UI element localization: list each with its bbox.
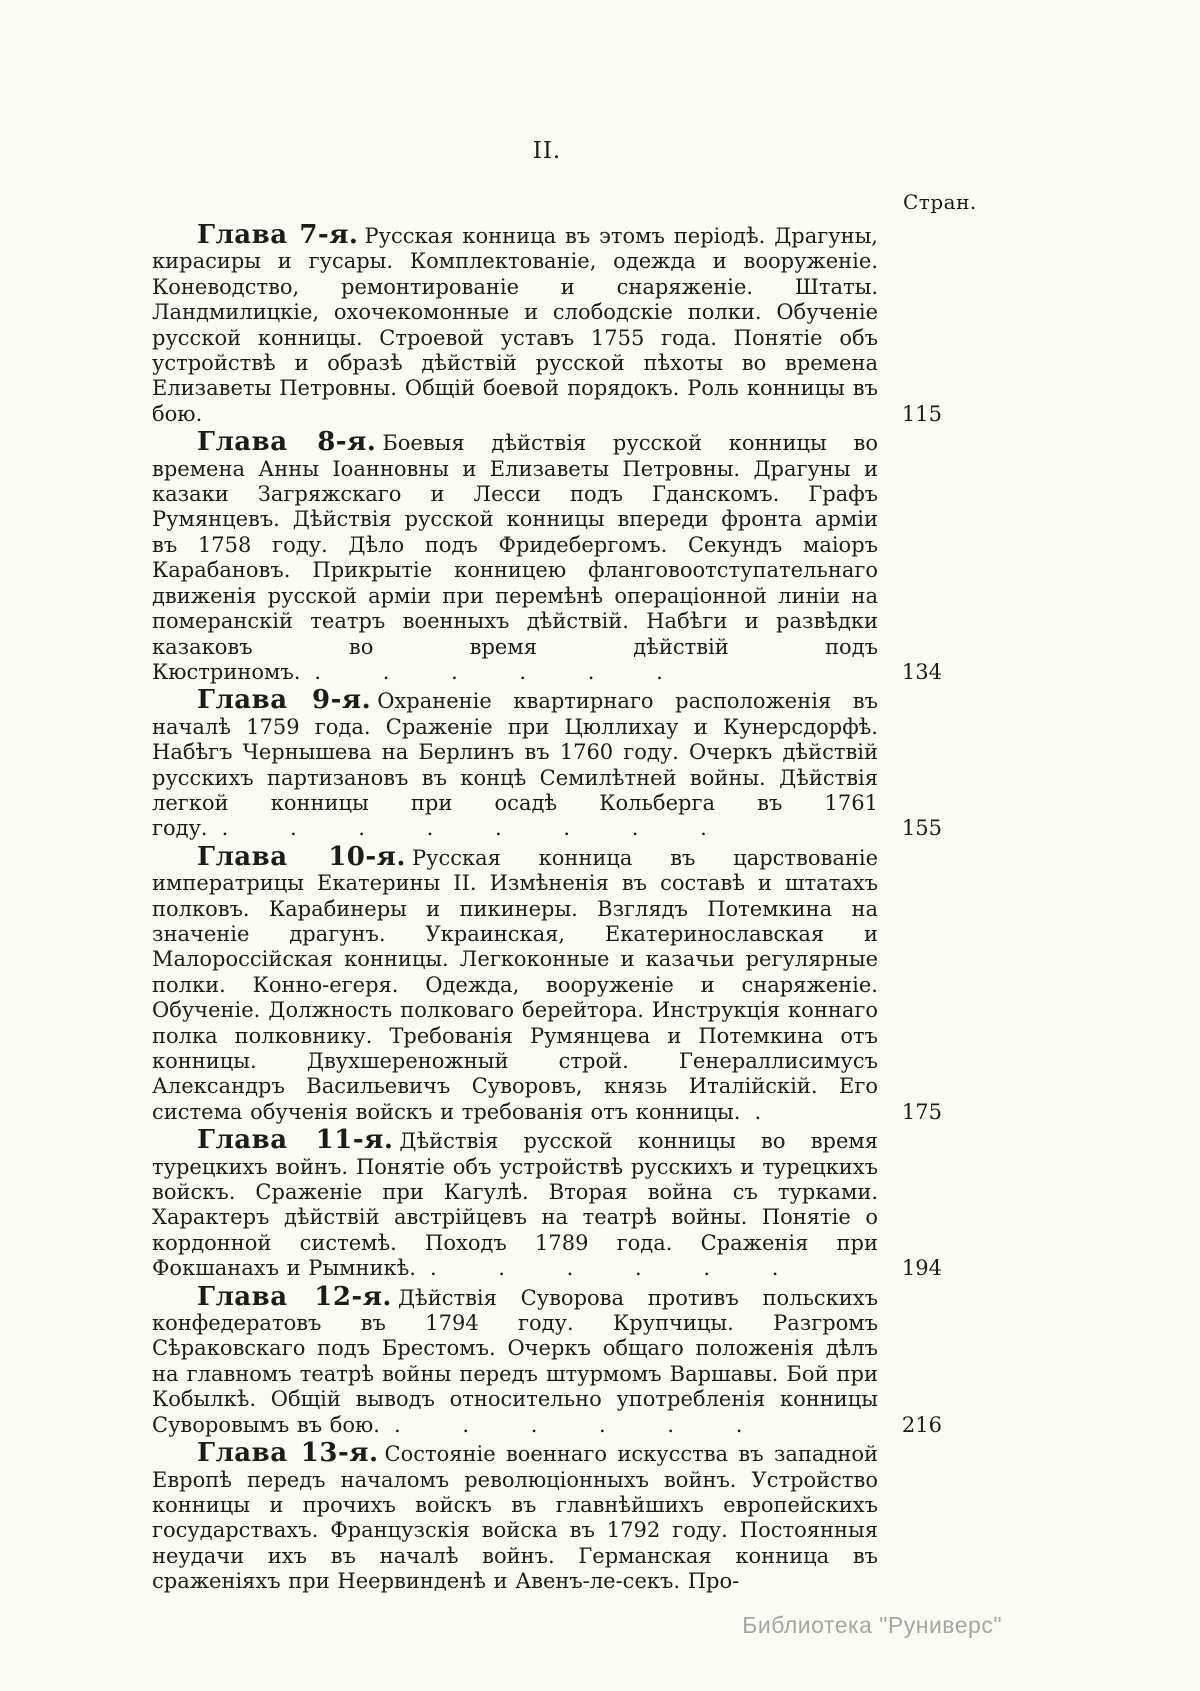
chapter-summary: Дѣйствія русской конницы во время турецкихъ войнъ. Понятіе объ устройствѣ русскихъ и турецкихъ войскъ. Сраженіе при Кагулѣ. Вторая война съ турками. Характеръ дѣйствій австрійцевъ на театрѣ войны. Понятіе о кордонной системѣ. Походъ 1789 года. Сраженія при Фокшанахъ и Рымникѣ. [152, 1129, 879, 1281]
chapter-heading: Глава 12-я. [197, 1281, 392, 1312]
chapter-heading: Глава 11-я. [197, 1125, 394, 1156]
leader-dots: . . . . . . [394, 1412, 743, 1437]
chapter-summary: Русская конница въ этомъ періодѣ. Драгуны, кирасиры и гусары. Комплектованіе, одежда и вооруженіе. Коневодство, ремонтированіе и снаряженіе. Штаты. Ландмилицкіе, охочекомонные и слободскіе полки. Обученіе русской конницы. Строевой уставъ 1755 года. Понятіе объ устройствѣ и образѣ дѣйствій русской пѣхоты во времена Елизаветы Петровны. Общій боевой порядокъ. Роль конницы въ бою. [152, 224, 878, 426]
toc-entry-text [152, 1438, 878, 1594]
leader-dots: . . . . . . [429, 1256, 779, 1281]
leader-dots [202, 402, 216, 426]
chapter-summary: Дѣйствія Суворова противъ польскихъ конфедератовъ въ 1794 году. Крупчицы. Разгромъ Сѣраковскаго подъ Брестомъ. Очеркъ общаго положенія дѣлъ на главномъ театрѣ войны передъ штурмомъ Варшавы. Бой при Кобылкѣ. Общій выводъ относительно употребленія конницы Суворовымъ въ бою. [152, 1285, 879, 1437]
toc-entry [152, 1125, 942, 1281]
toc-entry [152, 841, 942, 1125]
chapter-heading: Глава 8-я. [197, 427, 377, 458]
pages-column-header: Стран. [903, 190, 977, 214]
toc-entry-text [152, 220, 878, 427]
chapter-summary: Охраненіе квартирнаго расположенія въ началѣ 1759 года. Сраженіе при Цюллихау и Кунерсдорфѣ. Набѣгъ Чернышева на Берлинъ въ 1760 году. Очеркъ дѣйствій русскихъ партизановъ въ концѣ Семилѣтней войны. Дѣйствія легкой конницы при осадѣ Кольберга въ 1761 году. [152, 689, 878, 841]
leader-dots: . . . . . . . . [221, 816, 707, 841]
page-roman-numeral: II. [532, 138, 562, 164]
toc-entry-text [152, 427, 878, 685]
toc-entry [152, 1281, 942, 1438]
chapter-heading: Глава 7-я. [197, 220, 359, 250]
chapter-summary: Боевыя дѣйствія русской конницы во времена Анны Іоанновны и Елизаветы Петровны. Драгуны и казаки Загряжскаго и Лесси подъ Гданскомъ. Графъ Румянцевъ. Дѣйствія русской конницы впереди фронта арміи въ 1758 году. Дѣло подъ Фридебергомъ. Секундъ маіоръ Карабановъ. Прикрытіе конницею фланговоотступательнаго движенія русской арміи при перемѣнѣ операціонной линіи на померанскій театръ военныхъ дѣйствій. Набѣги и развѣдки казаковъ во время дѣйствій подъ Кюстриномъ. [152, 431, 878, 684]
toc-entry-text [152, 1125, 879, 1281]
leader-dots: . . . . . . [314, 659, 663, 684]
page-number: 194 [901, 1256, 942, 1281]
leader-dots [739, 1569, 753, 1593]
chapter-heading: Глава 13-я. [197, 1438, 379, 1469]
toc-entry [152, 685, 942, 841]
chapter-summary: Русская конница въ царствованіе императрицы Екатерины II. Измѣненія въ составѣ и штатахъ полковъ. Карабинеры и пикинеры. Взглядъ Потемкина на значеніе драгунъ. Украинская, Екатеринославская и Малороссійская конницы. Легкоконные и казачьи регулярные полки. Конно-егеря. Одежда, вооруженіе и снаряженіе. Обученіе. Должность полковаго берейтора. Инструкція коннаго полка полковнику. Требованія Румянцева и Потемкина отъ конницы. Двухшереножный строй. Генераллисимусъ Александръ Васильевичъ Суворовъ, князь Италійскій. Его система обученія войскъ и требованія отъ конницы. [152, 845, 878, 1124]
library-watermark: Библиотека "Руниверс" [742, 1612, 1002, 1638]
chapter-heading: Глава 9-я. [197, 685, 372, 716]
leader-dots: . [754, 1099, 762, 1124]
chapter-summary: Состояніе военнаго искусства въ западной Европѣ передъ началомъ революціонныхъ войнъ. Устройство конницы и прочихъ войскъ въ главнѣйшихъ европейскихъ государствахъ. Французскія войска въ 1792 году. Постоянныя неудачи ихъ въ началѣ войнъ. Германская конница въ сраженіяхъ при Неервинденѣ и Авенъ-ле-секъ. Про- [152, 1442, 878, 1594]
page-number: 134 [901, 659, 942, 684]
chapter-heading: Глава 10-я. [197, 841, 406, 872]
toc-entry-text [152, 841, 878, 1125]
toc-entry [152, 427, 942, 685]
page-number: 115 [901, 401, 942, 426]
page-number: 216 [901, 1412, 942, 1437]
page-number: 155 [901, 816, 942, 841]
toc-entry-text [152, 685, 878, 841]
toc-entry [152, 1438, 942, 1594]
toc-entry-text [152, 1281, 879, 1438]
table-of-contents [152, 220, 942, 1598]
toc-entry [152, 220, 942, 427]
page-number: 175 [901, 1099, 942, 1124]
